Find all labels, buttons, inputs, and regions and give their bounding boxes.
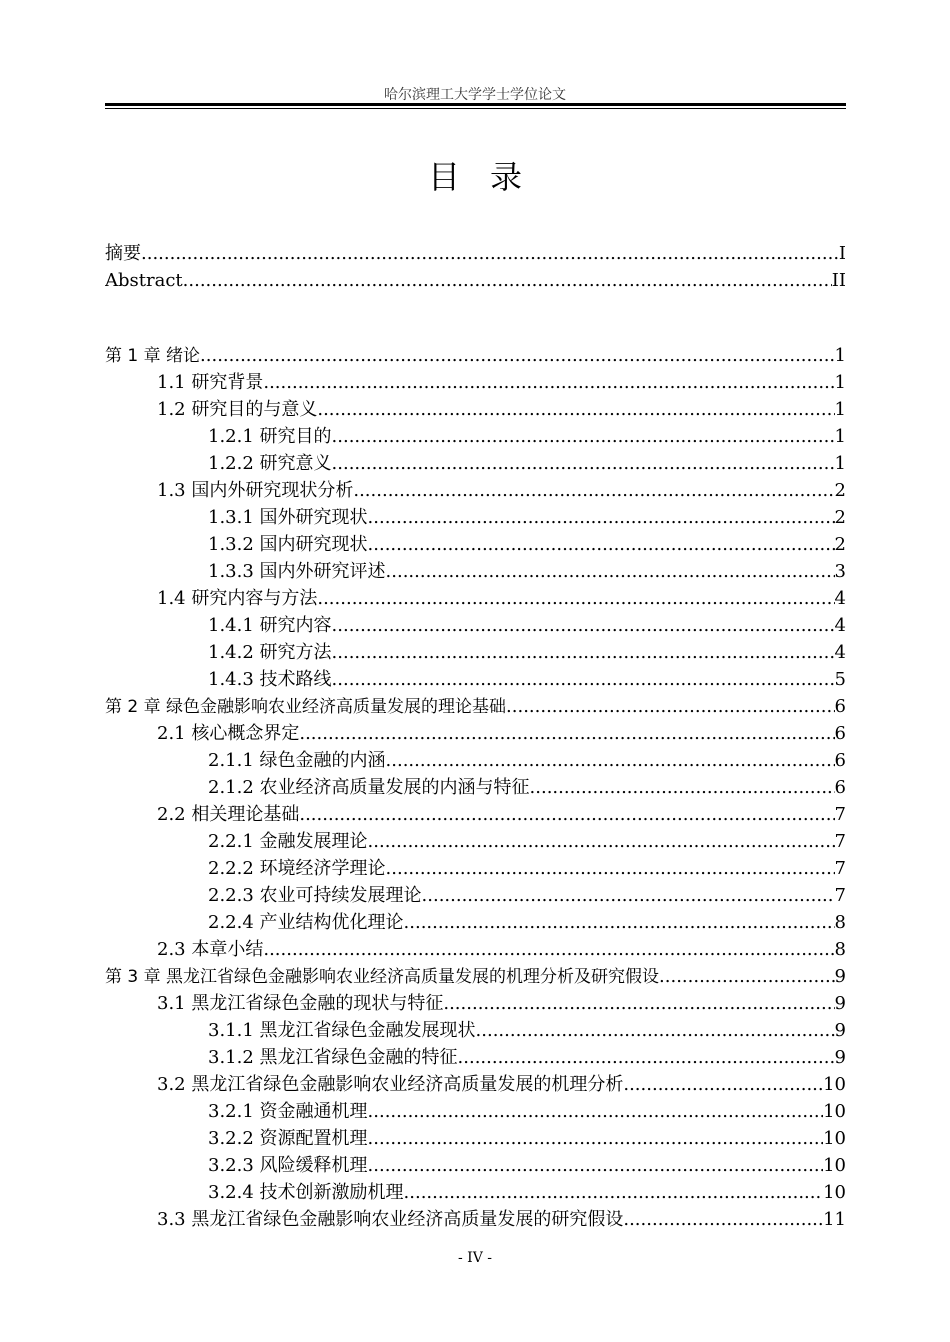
toc-entry-page: 7: [834, 885, 846, 906]
dot-leader: [299, 720, 834, 747]
toc-entry-label: 1.2.1 研究目的: [208, 426, 332, 447]
toc-entry[interactable]: [105, 396, 846, 423]
toc-entry-page: 11: [823, 1209, 846, 1230]
dot-leader: [141, 240, 839, 267]
toc-entry[interactable]: [105, 1152, 846, 1179]
toc-entry-label: 2.1.2 农业经济高质量发展的内涵与特征: [208, 777, 530, 798]
toc-entry-label: 第 2 章 绿色金融影响农业经济高质量发展的理论基础: [105, 697, 507, 717]
toc-entry-label: 第 3 章 黑龙江省绿色金融影响农业经济高质量发展的机理分析及研究假设: [105, 967, 660, 987]
toc-entry[interactable]: [105, 774, 846, 801]
dot-leader: [263, 936, 834, 963]
toc-entry-page: 9: [834, 993, 846, 1014]
toc-entry-page: 7: [834, 858, 846, 879]
toc-entry-page: 10: [823, 1155, 846, 1176]
toc-entry[interactable]: [105, 504, 846, 531]
toc-entry-page: 1: [834, 399, 846, 420]
toc-entry-page: 6: [834, 750, 846, 771]
toc-entry[interactable]: [105, 1179, 846, 1206]
dot-leader: [623, 1206, 823, 1233]
toc-entry[interactable]: [105, 267, 846, 294]
toc-entry[interactable]: [105, 828, 846, 855]
toc-entry[interactable]: [105, 882, 846, 909]
toc-entry-page: 6: [834, 777, 846, 798]
toc-entry-label: 摘要: [105, 243, 141, 264]
dot-leader: [506, 693, 835, 720]
dot-leader: [332, 612, 835, 639]
toc-entry-page: 1: [834, 372, 846, 393]
dot-leader: [332, 639, 835, 666]
toc-entry[interactable]: [105, 369, 846, 396]
toc-entry-label: 1.3.1 国外研究现状: [208, 507, 368, 528]
toc-entry-page: 1: [834, 426, 846, 447]
toc-entry-label: 1.3.3 国内外研究评述: [208, 561, 386, 582]
toc-entry-page: 9: [834, 1020, 846, 1041]
toc-entry[interactable]: [105, 477, 846, 504]
toc-entry[interactable]: [105, 450, 846, 477]
toc-entry-page: 6: [834, 696, 846, 717]
toc-entry-page: 4: [834, 615, 846, 636]
dot-leader: [623, 1071, 823, 1098]
toc-entry-page: 1: [834, 345, 846, 366]
toc-entry-label: 1.1 研究背景: [157, 372, 264, 393]
toc-entry[interactable]: [105, 1017, 846, 1044]
toc-entry-label: 1.4.1 研究内容: [208, 615, 332, 636]
dot-leader: [317, 396, 834, 423]
dot-leader: [368, 1125, 824, 1152]
running-header: 哈尔滨理工大学学士学位论文: [384, 87, 566, 103]
toc-entry-label: 2.2.4 产业结构优化理论: [208, 912, 404, 933]
dot-leader: [332, 666, 835, 693]
dot-leader: [404, 909, 835, 936]
page-title: 目录: [427, 158, 552, 196]
dot-leader: [422, 882, 835, 909]
dot-leader: [386, 747, 835, 774]
toc-entry-page: 4: [834, 588, 846, 609]
toc-entry-page: 10: [823, 1074, 846, 1095]
toc-entry[interactable]: [105, 666, 846, 693]
toc-entry-page: 10: [823, 1128, 846, 1149]
dot-leader: [332, 450, 835, 477]
toc-entry-label: 3.2.2 资源配置机理: [208, 1128, 368, 1149]
toc-entry-page: 6: [834, 723, 846, 744]
toc-entry-label: 2.2.1 金融发展理论: [208, 831, 368, 852]
toc-entry-page: 2: [834, 507, 846, 528]
dot-leader: [317, 585, 834, 612]
toc-entry-label: 2.2.2 环境经济学理论: [208, 858, 386, 879]
toc-entry[interactable]: [105, 963, 846, 990]
dot-leader: [530, 774, 835, 801]
dot-leader: [368, 828, 835, 855]
toc-entry[interactable]: [105, 342, 846, 369]
toc-entry[interactable]: [105, 1071, 846, 1098]
toc-entry[interactable]: [105, 639, 846, 666]
toc-entry[interactable]: [105, 531, 846, 558]
header-rule-thin: [105, 108, 846, 109]
dot-leader: [200, 342, 835, 369]
toc-entry-page: 9: [834, 1047, 846, 1068]
toc-entry-page: 8: [834, 939, 846, 960]
toc-entry[interactable]: [105, 720, 846, 747]
toc-entry[interactable]: [105, 612, 846, 639]
dot-leader: [183, 267, 832, 294]
toc-entry[interactable]: [105, 423, 846, 450]
toc-entry-page: 4: [834, 642, 846, 663]
dot-leader: [332, 423, 835, 450]
dot-leader: [368, 1152, 824, 1179]
toc-entry-page: 8: [834, 912, 846, 933]
dot-leader: [368, 1098, 824, 1125]
toc-entry-label: 1.3 国内外研究现状分析: [157, 480, 354, 501]
toc-entry[interactable]: [105, 1125, 846, 1152]
toc-entry[interactable]: [105, 855, 846, 882]
toc-entry-page: 5: [834, 669, 846, 690]
toc-entry-label: 2.1.1 绿色金融的内涵: [208, 750, 386, 771]
toc-entry[interactable]: [105, 936, 846, 963]
toc-entry[interactable]: [105, 1098, 846, 1125]
toc-entry[interactable]: [105, 747, 846, 774]
toc-entry[interactable]: [105, 240, 846, 267]
toc-entry-label: 2.2.3 农业可持续发展理论: [208, 885, 422, 906]
dot-leader: [368, 531, 835, 558]
toc-entry-label: 3.1 黑龙江省绿色金融的现状与特征: [157, 993, 444, 1014]
toc-entry-label: 3.1.2 黑龙江省绿色金融的特征: [208, 1047, 458, 1068]
toc-entry-page: 10: [823, 1101, 846, 1122]
toc-entry-page: I: [838, 243, 846, 264]
toc-entry-page: 2: [834, 480, 846, 501]
toc-entry[interactable]: [105, 1044, 846, 1071]
toc-entry-page: 7: [834, 831, 846, 852]
dot-leader: [386, 558, 835, 585]
toc-entry[interactable]: [105, 990, 846, 1017]
dot-leader: [659, 963, 835, 990]
dot-leader: [443, 990, 834, 1017]
toc-entry-page: 2: [834, 534, 846, 555]
dot-leader: [404, 1179, 824, 1206]
toc-entry-label: 1.4.2 研究方法: [208, 642, 332, 663]
toc-entry-label: 1.2.2 研究意义: [208, 453, 332, 474]
toc-entry[interactable]: [105, 585, 846, 612]
toc-entry-label: 2.3 本章小结: [157, 939, 264, 960]
dot-leader: [263, 369, 834, 396]
toc-entry-label: 3.2.1 资金融通机理: [208, 1101, 368, 1122]
toc-entry-label: 1.3.2 国内研究现状: [208, 534, 368, 555]
toc-entry-label: 1.4 研究内容与方法: [157, 588, 318, 609]
toc-entry-label: 3.2.3 风险缓释机理: [208, 1155, 368, 1176]
toc-entry-page: 1: [834, 453, 846, 474]
header-rule-thick: [105, 103, 846, 106]
toc-entry-page: II: [831, 270, 846, 291]
toc-entry-label: 3.2 黑龙江省绿色金融影响农业经济高质量发展的机理分析: [157, 1074, 624, 1095]
dot-leader: [299, 801, 834, 828]
toc-entry[interactable]: [105, 909, 846, 936]
dot-leader: [476, 1017, 835, 1044]
dot-leader: [386, 855, 835, 882]
toc-entry-page: 10: [823, 1182, 846, 1203]
toc-entry-label: 3.2.4 技术创新激励机理: [208, 1182, 404, 1203]
toc-entry-label: 3.1.1 黑龙江省绿色金融发展现状: [208, 1020, 476, 1041]
dot-leader: [353, 477, 834, 504]
toc-entry-page: 9: [834, 966, 846, 987]
toc-entry-label: 3.3 黑龙江省绿色金融影响农业经济高质量发展的研究假设: [157, 1209, 624, 1230]
toc-entry-label: 1.4.3 技术路线: [208, 669, 332, 690]
page-number: - IV -: [457, 1250, 492, 1266]
toc-entry[interactable]: [105, 558, 846, 585]
dot-leader: [458, 1044, 835, 1071]
toc-entry[interactable]: [105, 693, 846, 720]
toc-entry-label: 1.2 研究目的与意义: [157, 399, 318, 420]
dot-leader: [368, 504, 835, 531]
toc-entry-label: Abstract: [105, 270, 183, 291]
toc-entry[interactable]: [105, 801, 846, 828]
toc-entry-page: 3: [834, 561, 846, 582]
toc-entry[interactable]: [105, 1206, 846, 1233]
toc-entry-page: 7: [834, 804, 846, 825]
toc-entry-label: 第 1 章 绪论: [105, 346, 201, 366]
toc-entry-label: 2.2 相关理论基础: [157, 804, 300, 825]
toc-entry-label: 2.1 核心概念界定: [157, 723, 300, 744]
